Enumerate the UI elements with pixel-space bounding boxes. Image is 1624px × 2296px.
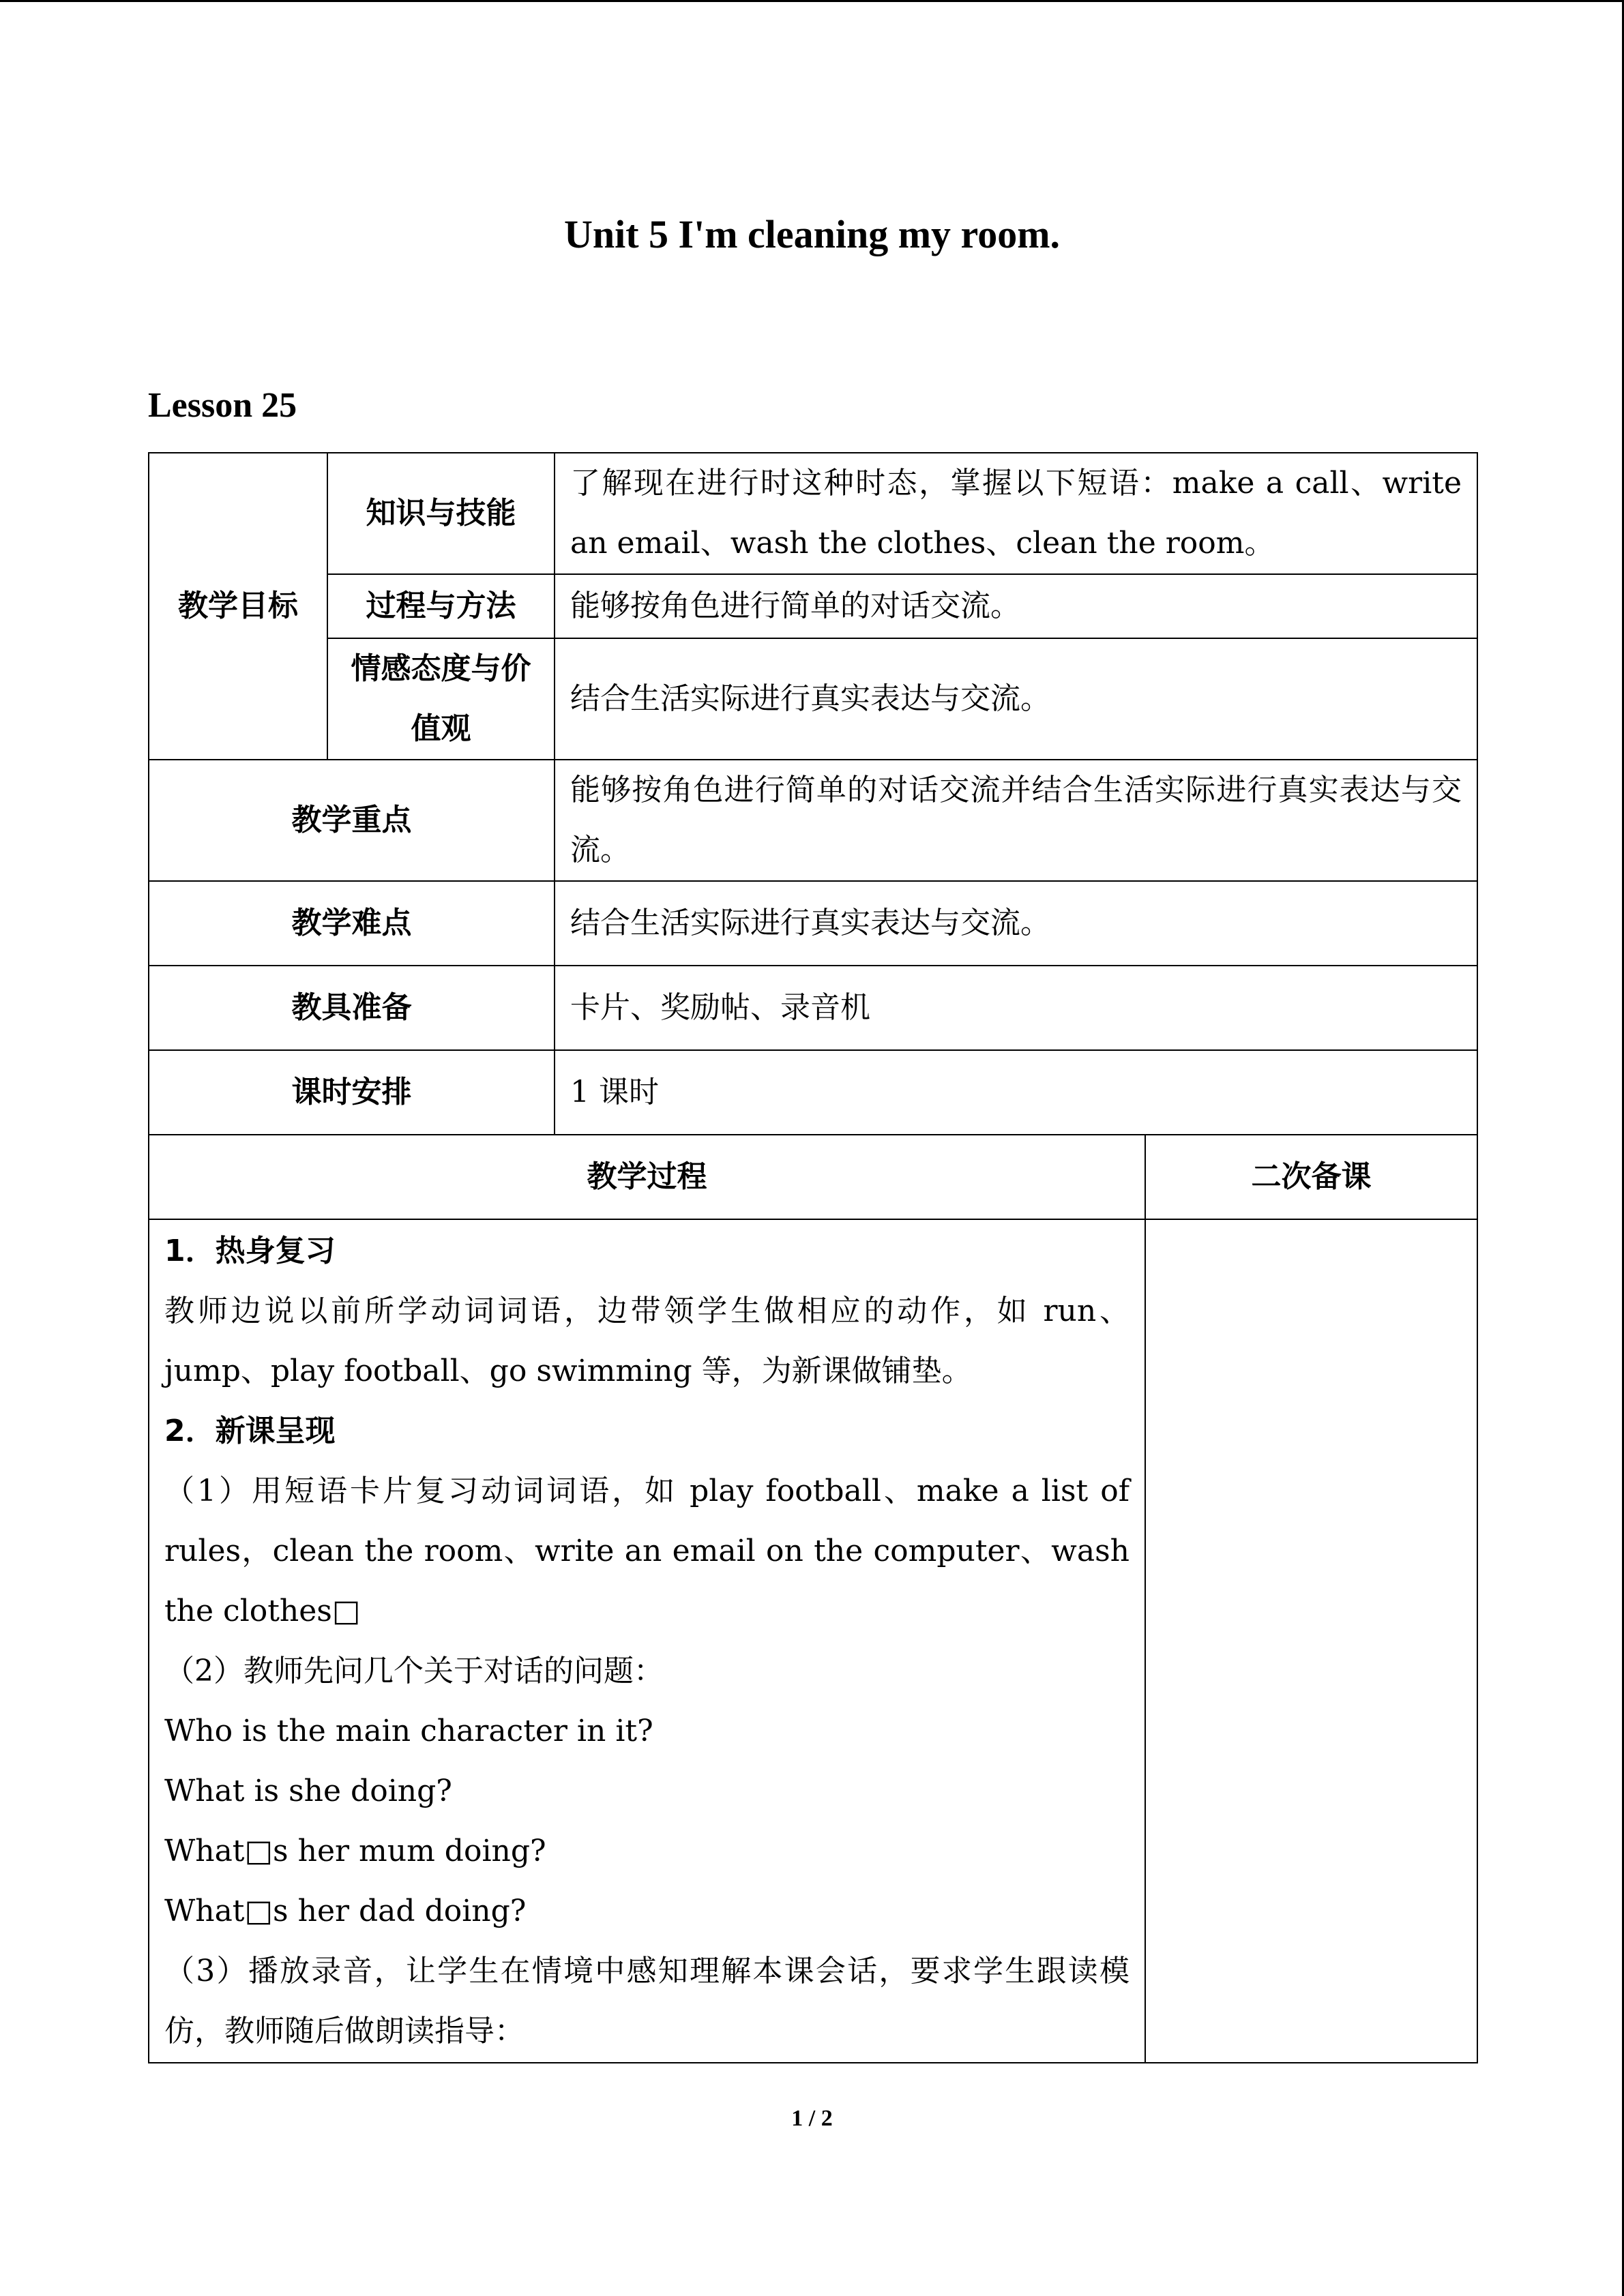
process-paragraph: 教师边说以前所学动词词语，边带领学生做相应的动作，如 run、jump、play football、go swimming 等，为新课做铺垫。 <box>164 1293 1130 1388</box>
page-number: 1 / 2 <box>791 2106 833 2131</box>
objective-sub-label: 情感态度与价值观 <box>327 638 555 760</box>
question-line: Who is the main character in it? <box>164 1713 653 1748</box>
process-row <box>149 1219 1477 2063</box>
key-point-label: 教学重点 <box>149 760 555 881</box>
objective-content: 结合生活实际进行真实表达与交流。 <box>555 638 1477 760</box>
process-paragraph: （3）播放录音，让学生在情境中感知理解本课会话，要求学生跟读模仿，教师随后做朗读指导： <box>164 1953 1130 2048</box>
materials-label: 教具准备 <box>149 966 555 1050</box>
materials-content: 卡片、奖励帖、录音机 <box>555 966 1477 1050</box>
process-header: 教学过程 <box>149 1135 1145 1219</box>
process-paragraph: （1）用短语卡片复习动词词语，如 play football、make a list of rules，clean the room、write an email on the computer、wash the clothes□ <box>164 1473 1130 1628</box>
key-point-content: 能够按角色进行简单的对话交流并结合生活实际进行真实表达与交流。 <box>555 760 1477 881</box>
schedule-row <box>149 1050 1477 1135</box>
schedule-content: 1 课时 <box>555 1050 1477 1135</box>
objective-row <box>149 453 1477 574</box>
process-paragraph: （2）教师先问几个关于对话的问题： <box>164 1653 664 1688</box>
question-line: What□s her dad doing? <box>164 1893 527 1928</box>
lesson-plan-table <box>148 452 1478 2063</box>
objective-row <box>149 574 1477 638</box>
objective-row <box>149 638 1477 760</box>
objectives-label: 教学目标 <box>149 453 327 760</box>
question-line: What□s her mum doing? <box>164 1833 546 1868</box>
objective-content: 了解现在进行时这种时态，掌握以下短语：make a call、write an email、wash the clothes、clean the room。 <box>555 453 1477 574</box>
revision-notes-cell <box>1145 1219 1477 2063</box>
schedule-label: 课时安排 <box>149 1050 555 1135</box>
process-header-row <box>149 1135 1477 1219</box>
document-title: Unit 5 I'm cleaning my room. <box>563 212 1061 256</box>
lesson-heading: Lesson 25 <box>148 386 297 425</box>
top-border <box>0 0 1624 2</box>
difficulty-row <box>149 881 1477 966</box>
objective-sub-label: 知识与技能 <box>327 453 555 574</box>
process-content <box>149 1219 1145 2063</box>
question-line: What is she doing? <box>164 1773 452 1808</box>
difficulty-content: 结合生活实际进行真实表达与交流。 <box>555 881 1477 966</box>
materials-row <box>149 966 1477 1050</box>
section-heading: 2．新课呈现 <box>164 1413 336 1448</box>
section-heading: 1．热身复习 <box>164 1233 336 1268</box>
difficulty-label: 教学难点 <box>149 881 555 966</box>
revision-header: 二次备课 <box>1145 1135 1477 1219</box>
objective-sub-label: 过程与方法 <box>327 574 555 638</box>
objective-content: 能够按角色进行简单的对话交流。 <box>555 574 1477 638</box>
key-point-row <box>149 760 1477 881</box>
